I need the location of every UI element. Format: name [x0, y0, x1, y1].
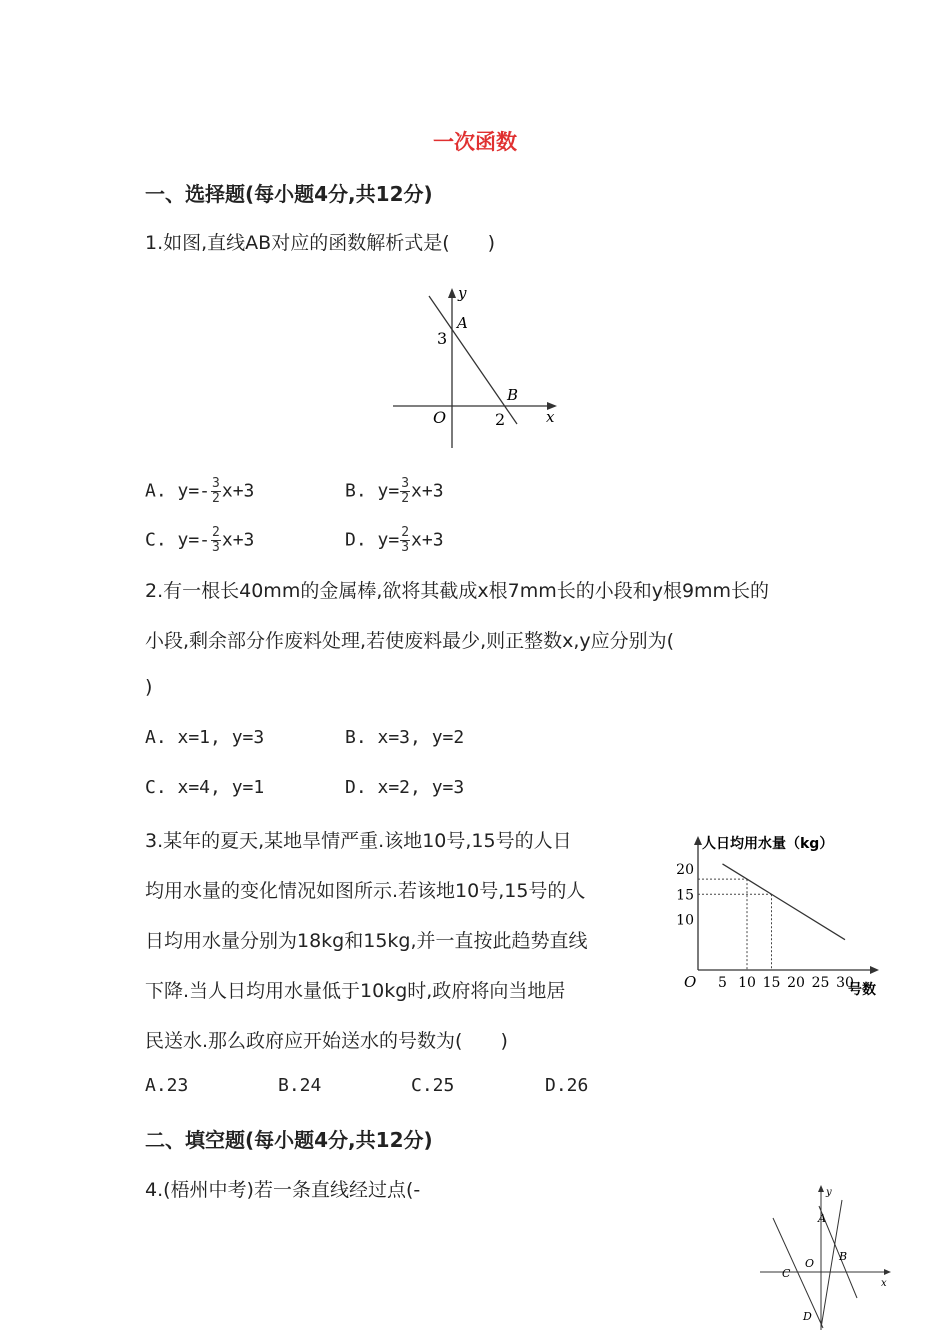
point-c-label: C	[782, 1267, 791, 1280]
y-axis-arrow-icon	[818, 1185, 824, 1192]
chart-x-tick-label: 25	[811, 975, 830, 991]
chart-y-tick-label: 10	[676, 912, 694, 929]
y-axis-label: y	[458, 284, 467, 302]
x-axis-arrow-icon	[884, 1269, 891, 1275]
chart-origin-label: O	[684, 973, 697, 991]
question-3-line-5: 民送水.那么政府应开始送水的号数为( )	[145, 1030, 508, 1052]
question-2-line-2: 小段,剩余部分作废料处理,若使废料最少,则正整数x,y应分别为(	[145, 630, 675, 652]
chart-x-tick-label: 5	[718, 975, 727, 991]
x-axis-label: x	[881, 1278, 887, 1289]
chart-series-line	[723, 864, 846, 940]
option-1-d: D. y= $\frac{2}{3}$ x+3	[345, 525, 444, 555]
question-4-figure	[755, 1182, 900, 1332]
option-2-b: B. x=3, y=2	[345, 727, 465, 748]
option-3-d: D.26	[545, 1075, 589, 1096]
option-1-c: C. y=- $\frac{2}{3}$ x+3	[145, 525, 255, 555]
option-2-c: C. x=4, y=1	[145, 777, 265, 798]
fraction: $\frac{3}{2}$	[401, 476, 410, 506]
option-2-a: A. x=1, y=3	[145, 727, 265, 748]
chart-x-axis-arrow-icon	[870, 966, 879, 974]
question-1-stem: 1.如图,直线AB对应的函数解析式是( )	[145, 232, 496, 254]
option-3-c: C.25	[411, 1075, 455, 1096]
chart-y-tick-label: 15	[676, 887, 694, 904]
chart-x-tick-label: 10	[738, 975, 756, 991]
option-1-a: A. y=- $\frac{3}{2}$ x+3	[145, 476, 255, 506]
point-d-label: D	[803, 1310, 812, 1323]
chart-y-tick-label: 20	[676, 862, 694, 878]
question-3-chart	[676, 828, 885, 1003]
line-ab	[429, 296, 517, 424]
fraction: $\frac{2}{3}$	[401, 525, 410, 555]
option-3-a: A.23	[145, 1075, 189, 1096]
y-axis-arrow-icon	[448, 288, 456, 298]
fraction: $\frac{2}{3}$	[212, 525, 220, 555]
option-1-b: B. y= $\frac{3}{2}$ x+3	[345, 476, 444, 506]
question-3-line-1: 3.某年的夏天,某地旱情严重.该地10号,15号的人日	[145, 830, 572, 852]
x-axis-label: x	[546, 408, 555, 426]
question-3-line-3: 日均用水量分别为18kg和15kg,并一直按此趋势直线	[145, 930, 588, 952]
y-intercept-label: 3	[437, 329, 448, 348]
question-4-stem: 4.(梧州中考)若一条直线经过点(-	[145, 1179, 421, 1201]
option-2-d: D. x=2, y=3	[345, 777, 465, 798]
point-a-label: A	[818, 1212, 826, 1225]
origin-label: O	[433, 408, 447, 427]
question-3-line-2: 均用水量的变化情况如图所示.若该地10号,15号的人	[145, 880, 586, 902]
section-heading-fill: 二、填空题(每小题4分,共12分)	[145, 1128, 433, 1152]
chart-x-axis-label: 号数	[848, 982, 876, 998]
point-b-label: B	[839, 1250, 848, 1263]
question-2-line-3: )	[145, 676, 153, 698]
page-title: 一次函数	[433, 130, 517, 154]
point-b-label: B	[507, 386, 519, 404]
section-heading-choice: 一、选择题(每小题4分,共12分)	[145, 182, 433, 206]
point-a-label: A	[457, 314, 468, 332]
line-1	[773, 1218, 823, 1328]
y-axis-label: y	[826, 1187, 832, 1198]
chart-y-axis-arrow-icon	[694, 836, 702, 845]
option-3-b: B.24	[278, 1075, 322, 1096]
fraction: $\frac{3}{2}$	[212, 476, 220, 506]
chart-x-tick-label: 20	[787, 975, 805, 991]
x-intercept-label: 2	[495, 410, 506, 429]
chart-x-tick-label: 30	[836, 975, 854, 991]
origin-label: O	[805, 1257, 815, 1270]
question-1-figure	[385, 282, 565, 454]
question-3-line-4: 下降.当人日均用水量低于10kg时,政府将向当地居	[145, 980, 566, 1002]
chart-x-tick-label: 15	[762, 975, 781, 991]
question-2-line-1: 2.有一根长40mm的金属棒,欲将其截成x根7mm长的小段和y根9mm长的	[145, 580, 770, 602]
chart-y-axis-label: 人日均用水量（kg）	[702, 836, 834, 852]
